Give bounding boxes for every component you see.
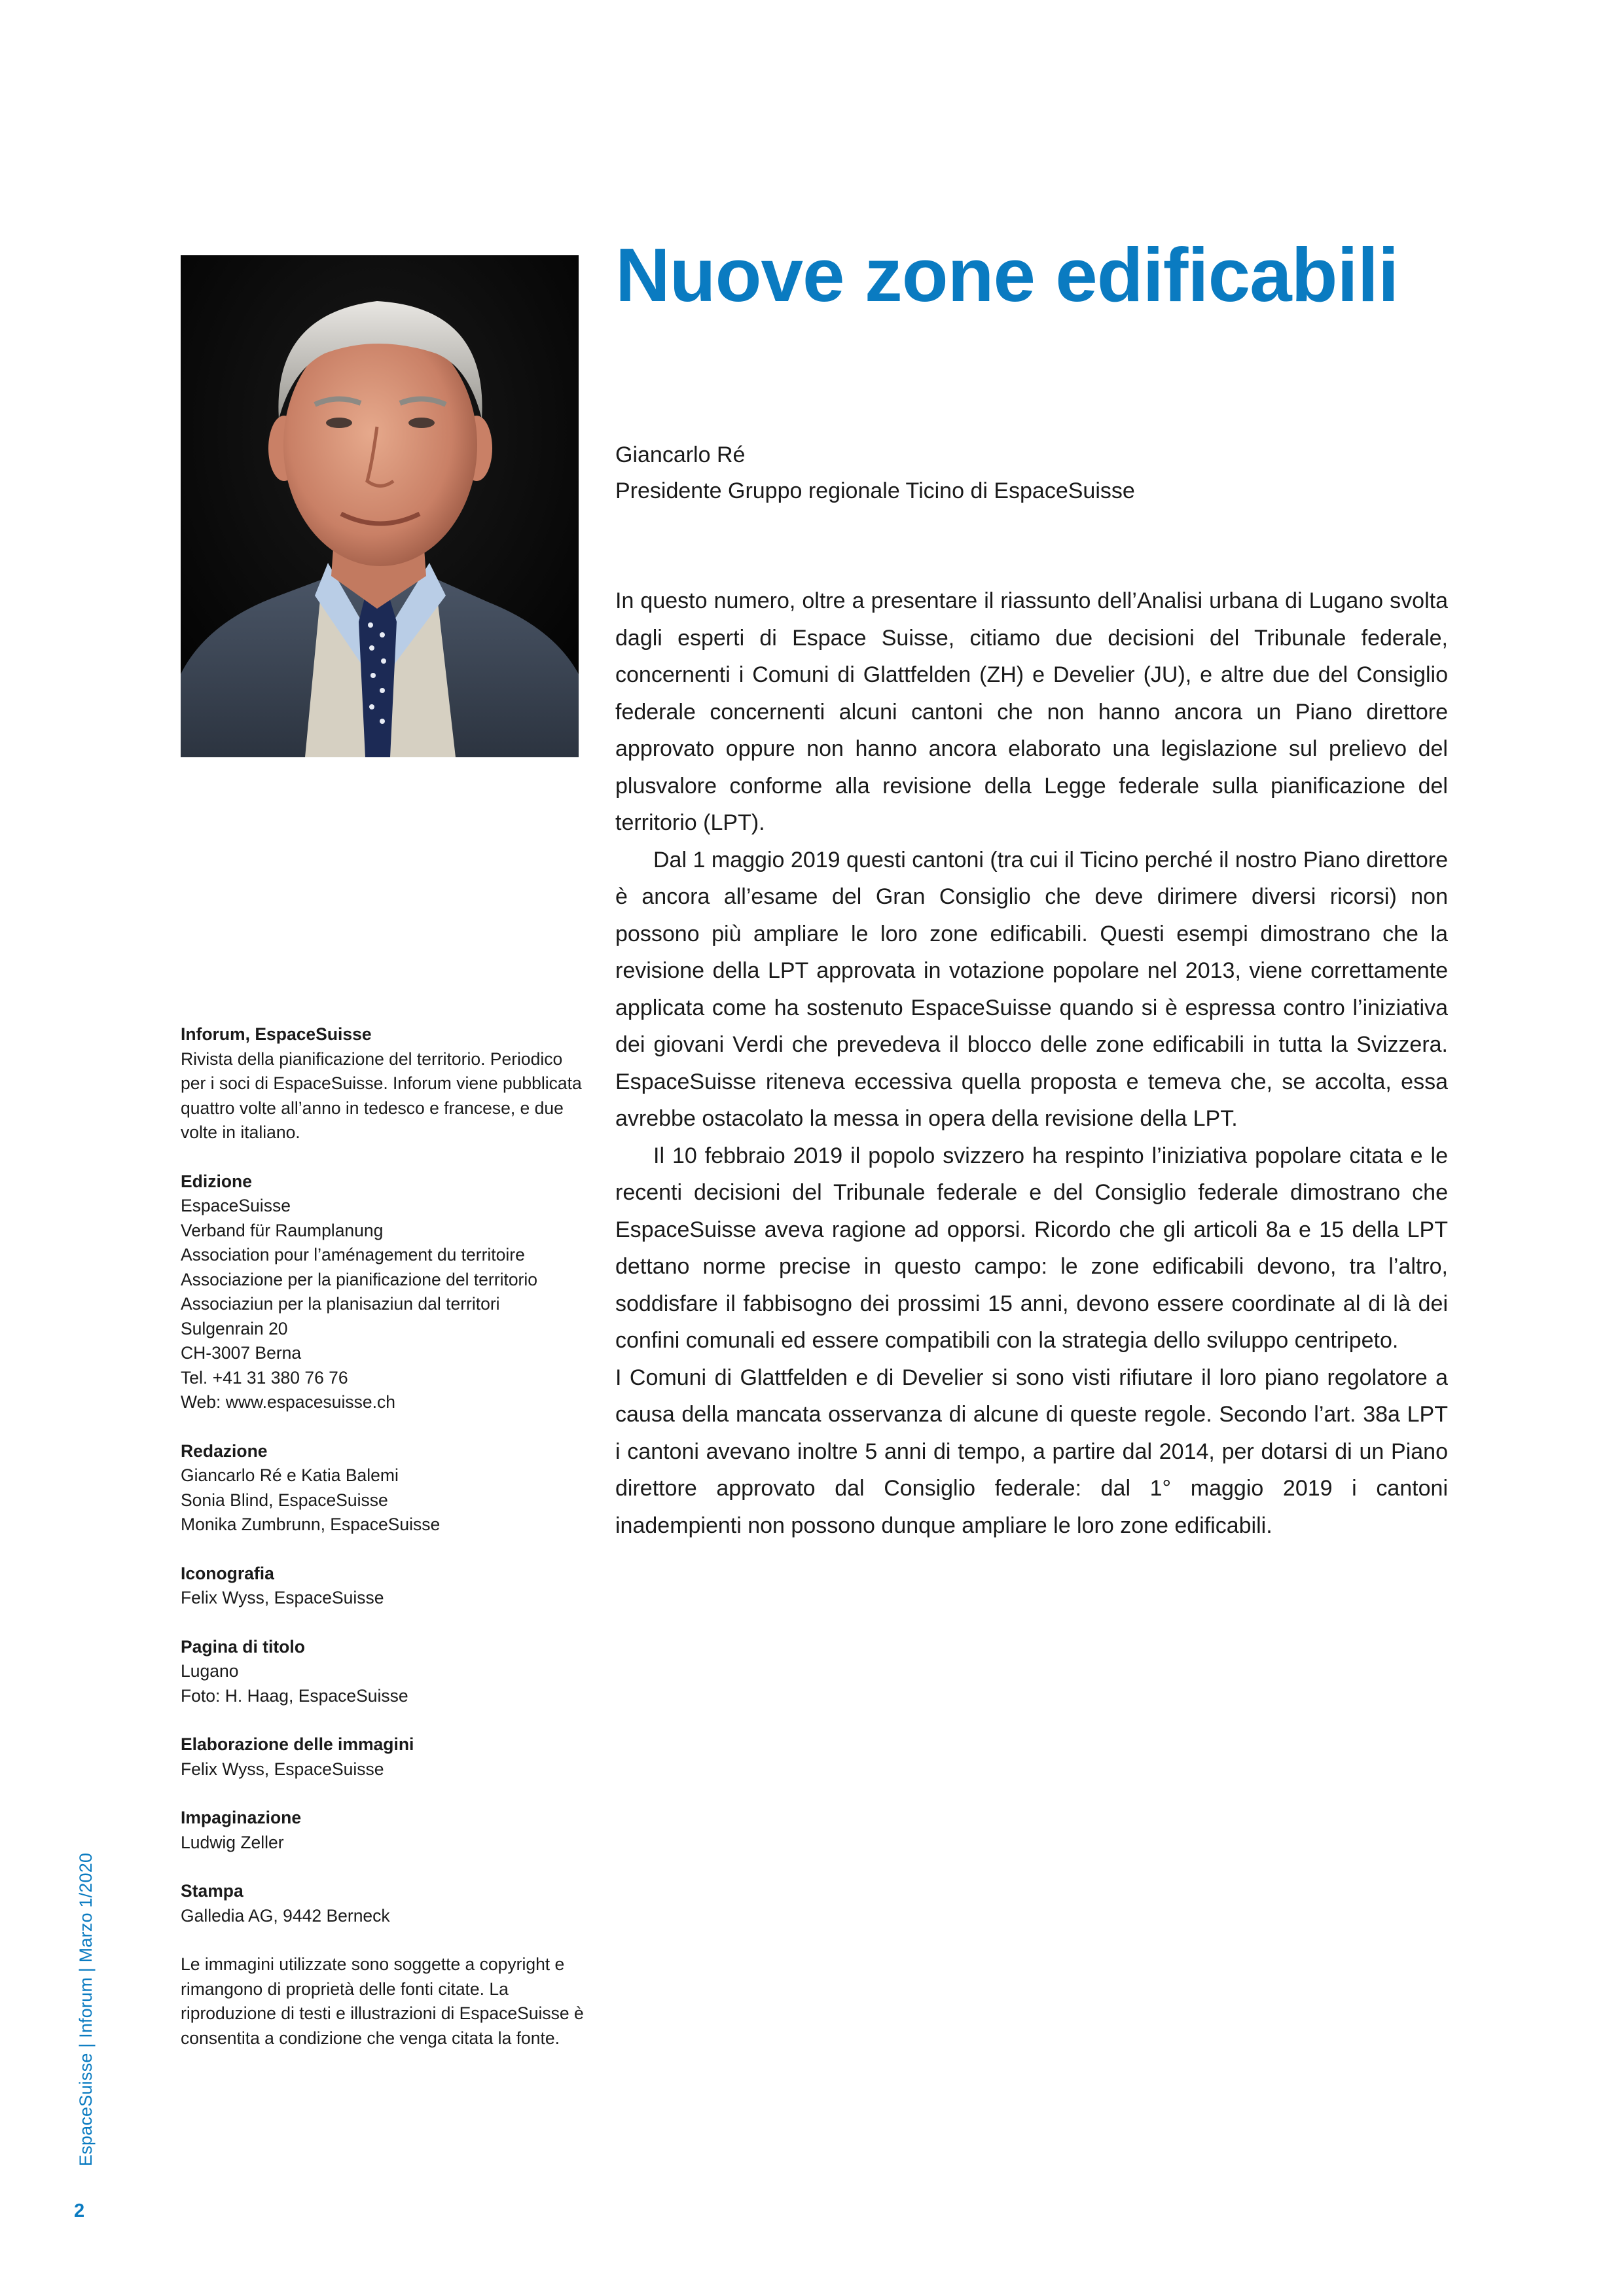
imprint-magazine (181, 1022, 589, 1145)
imprint-line: Associaziun per la planisaziun dal territori (181, 1294, 500, 1314)
imprint-heading: Iconografia (181, 1563, 274, 1583)
imprint-line: Associazione per la pianificazione del territorio (181, 1269, 538, 1289)
imprint-stampa (181, 1879, 589, 1928)
imprint-heading: Stampa (181, 1881, 244, 1901)
imprint-line: Lugano (181, 1661, 239, 1681)
article-body (615, 583, 1448, 1544)
paragraph-3: Il 10 febbraio 2019 il popolo svizzero ha respinto l’iniziativa popolare citata e le recenti decisioni del Tribunale federale e del Consiglio federale dimostrano che EspaceSuisse aveva ragione ad opporsi. Ricordo che gli articoli 8a e 15 della LPT dettano norme precise in questo campo: le zone edificabili devono, tra l’altro, soddisfare il fabbisogno dei prossimi 15 anni, devono essere coordinate al di là dei confini comunali ed essere compatibili con la strategia dello sviluppo centripeto. (615, 1143, 1448, 1353)
page-number: 2 (74, 2200, 85, 2221)
portrait-illustration (181, 255, 579, 757)
imprint-edizione (181, 1170, 589, 1415)
author-role: Presidente Gruppo regionale Ticino di EspaceSuisse (615, 478, 1135, 503)
imprint-heading: Pagina di titolo (181, 1636, 305, 1657)
imprint-iconografia (181, 1562, 589, 1611)
imprint-redazione (181, 1439, 589, 1537)
imprint-line: Tel. +41 31 380 76 76 (181, 1367, 348, 1388)
imprint-text: Rivista della pianificazione del territorio. Periodico per i soci di EspaceSuisse. Inforum viene pubblicata quattro volte all’anno in tedesco e francese, e due volte in italiano. (181, 1049, 582, 1142)
running-footer: EspaceSuisse | Inforum | Marzo 1/2020 (76, 1852, 96, 2166)
imprint-line: Ludwig Zeller (181, 1832, 284, 1852)
imprint-line: Sulgenrain 20 (181, 1318, 288, 1338)
imprint-copyright (181, 1952, 589, 2051)
imprint-column (181, 1022, 589, 2075)
imprint-immagini (181, 1732, 589, 1782)
imprint-line: Monika Zumbrunn, EspaceSuisse (181, 1515, 441, 1534)
imprint-heading: Elaborazione delle immagini (181, 1734, 414, 1754)
imprint-heading: Redazione (181, 1441, 268, 1461)
paragraph-2: Dal 1 maggio 2019 questi cantoni (tra cui il Ticino perché il nostro Piano direttore è ancora all’esame del Gran Consiglio che deve dirimere diversi ricorsi) non possono più ampliare le loro zone edificabili. Questi esempi dimostrano che la revisione della LPT approvata in votazione popolare nel 2013, viene correttamente applicata come ha sostenuto EspaceSuisse quando si è espressa contro l’iniziativa dei giovani Verdi che prevedeva il blocco delle zone edificabili in tutta la Svizzera. EspaceSuisse riteneva eccessiva quella proposta e temeva che, se accolta, essa avrebbe ostacolato la messa in opera della revisione della LPT. (615, 847, 1448, 1131)
imprint-line: Foto: H. Haag, EspaceSuisse (181, 1685, 408, 1706)
copyright-notice: Le immagini utilizzate sono soggette a copyright e rimangono di proprietà delle fonti citate. La riproduzione di testi e illustrazioni di EspaceSuisse è consentita a condizione che venga citata la fonte. (181, 1954, 584, 2048)
paragraph-1: In questo numero, oltre a presentare il riassunto dell’Analisi urbana di Lugano svolta dagli esperti di Espace Suisse, citiamo due decisioni del Tribunale federale, concernenti i Comuni di Glattfelden (ZH) e Develier (JU), e altre due del Consiglio federale concernenti alcuni cantoni che non hanno ancora un Piano direttore approvato oppure non hanno ancora elaborato una legislazione sul prelievo del plusvalore conforme alla revisione della Legge federale sulla pianificazione del territorio (LPT). (615, 588, 1448, 835)
imprint-line: Felix Wyss, EspaceSuisse (181, 1588, 384, 1607)
imprint-impaginazione (181, 1806, 589, 1855)
imprint-line: Giancarlo Ré e Katia Balemi (181, 1465, 399, 1485)
imprint-line: Verband für Raumplanung (181, 1220, 384, 1240)
paragraph-4: I Comuni di Glattfelden e di Develier si sono visti rifiutare il loro piano regolatore a causa della mancata osservanza di alcune di queste regole. Secondo l’art. 38a LPT i cantoni avevano inoltre 5 anni di tempo, a partire dal 2014, per dotarsi di un Piano direttore approvato dal Consiglio federale: dal 1° maggio 2019 i cantoni inadempienti non possono dunque ampliare le loro zone edificabili. (615, 1365, 1448, 1538)
imprint-line: Felix Wyss, EspaceSuisse (181, 1759, 384, 1779)
author-block (615, 437, 1466, 509)
imprint-heading: Edizione (181, 1171, 252, 1191)
imprint-titolo (181, 1635, 589, 1709)
imprint-line: Galledia AG, 9442 Berneck (181, 1905, 390, 1926)
imprint-line: CH-3007 Berna (181, 1343, 302, 1363)
author-portrait-photo (181, 255, 579, 757)
imprint-line: Web: www.espacesuisse.ch (181, 1392, 395, 1412)
imprint-heading: Impaginazione (181, 1808, 302, 1827)
page-title: Nuove zone edificabili (615, 232, 1399, 317)
imprint-line: Association pour l’aménagement du territoire (181, 1245, 525, 1265)
imprint-line: EspaceSuisse (181, 1196, 291, 1215)
imprint-line: Sonia Blind, EspaceSuisse (181, 1490, 388, 1510)
author-name: Giancarlo Ré (615, 442, 746, 467)
imprint-heading: Inforum, EspaceSuisse (181, 1024, 372, 1044)
